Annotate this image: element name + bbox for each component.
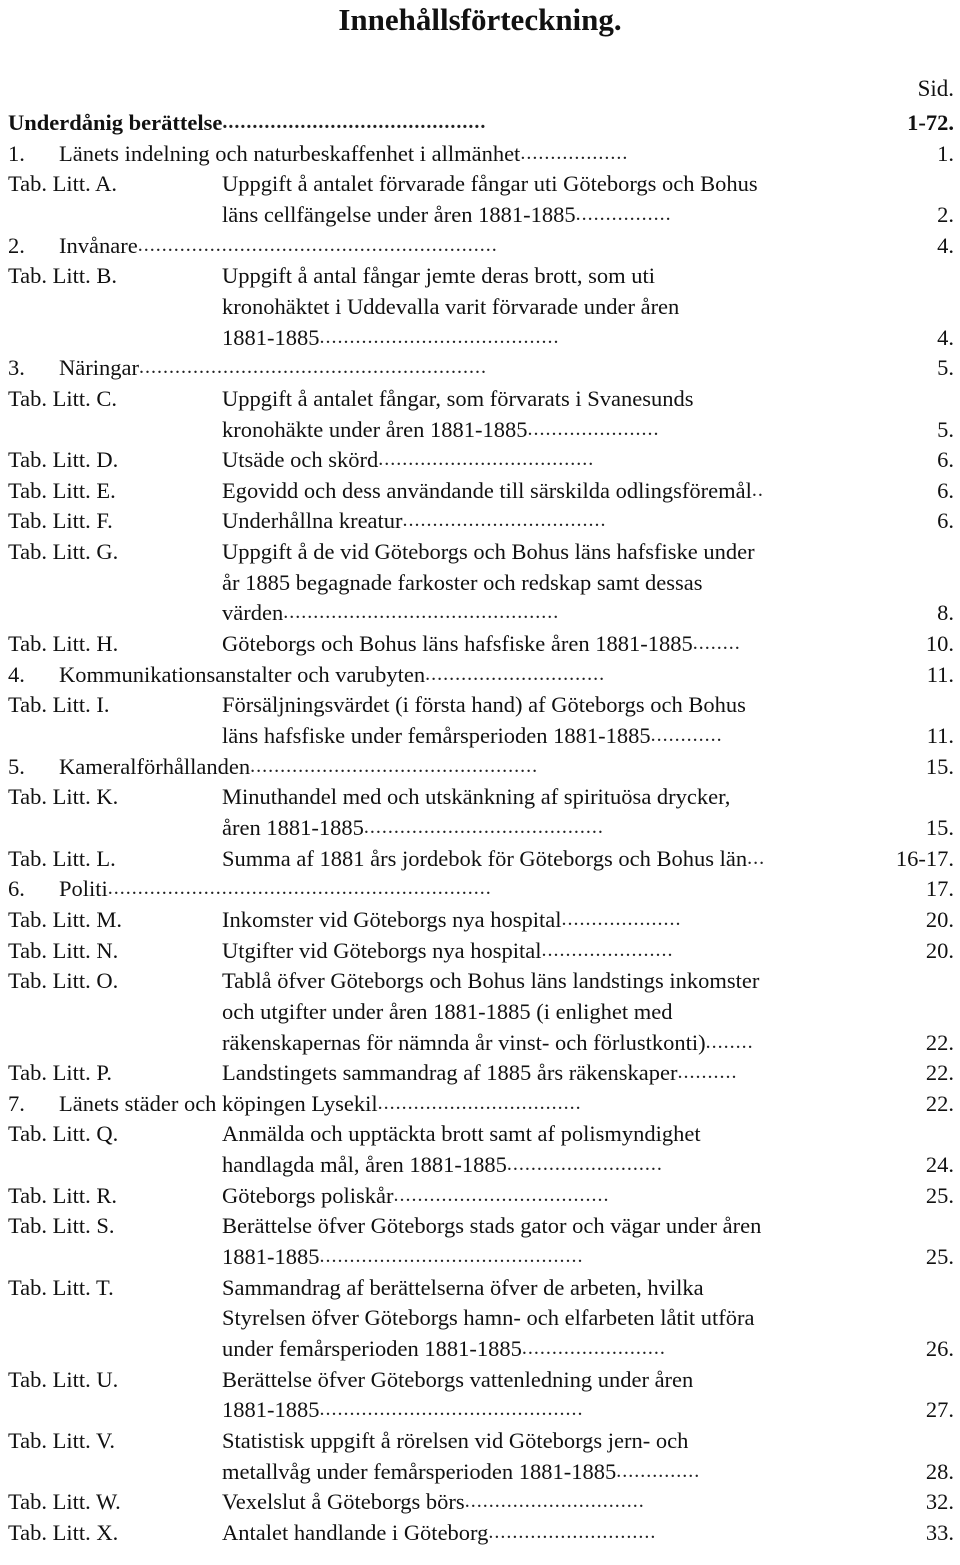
toc-entry-page: 1-72. bbox=[907, 110, 954, 135]
toc-entry-page: 25. bbox=[925, 1244, 954, 1270]
toc-entry-title: 1881-1885............................................ bbox=[222, 1394, 584, 1425]
toc-entry bbox=[0, 751, 960, 782]
toc-entry-title: Vexelslut å Göteborgs börs.............................. bbox=[222, 1486, 645, 1517]
toc-entry bbox=[0, 352, 960, 383]
toc-entry bbox=[0, 199, 960, 230]
toc-entry-page: 4. bbox=[937, 232, 954, 258]
toc-entry-title: Invånare............................................................ bbox=[59, 230, 498, 261]
toc-entry-page: 32. bbox=[925, 1489, 954, 1515]
toc-entry-title: läns cellfängelse under åren 1881-1885................ bbox=[222, 199, 672, 230]
toc-entry-number: Tab. Litt. P. bbox=[8, 1060, 113, 1086]
toc-leader-dots: .................................. bbox=[402, 509, 607, 532]
toc-entry bbox=[0, 1364, 960, 1395]
toc-entry-number: Tab. Litt. S. bbox=[8, 1213, 115, 1239]
toc-entry bbox=[0, 1241, 960, 1272]
toc-entry bbox=[0, 444, 960, 475]
toc-leader-dots: .................. bbox=[520, 141, 629, 164]
toc-entry-page: 24. bbox=[925, 1152, 954, 1178]
toc-entry-page: 5. bbox=[937, 355, 954, 381]
toc-entry bbox=[0, 260, 960, 291]
toc-entry-title: Berättelse öfver Göteborgs vattenledning under åren bbox=[222, 1366, 694, 1392]
toc-leader-dots: ................................................................ bbox=[107, 877, 492, 900]
toc-leader-dots: ........................................ bbox=[363, 815, 604, 838]
toc-entry bbox=[0, 597, 960, 628]
toc-leader-dots: .................................... bbox=[378, 448, 595, 471]
toc-leader-dots: .................................... bbox=[393, 1183, 610, 1206]
toc-entry-number: Tab. Litt. H. bbox=[8, 631, 119, 657]
toc-entry-number: Tab. Litt. G. bbox=[8, 539, 119, 565]
toc-entry-title: Landstingets sammandrag af 1885 års räkenskaper.......... bbox=[222, 1057, 737, 1088]
toc-entry bbox=[0, 475, 960, 506]
toc-entry-number: 7. bbox=[8, 1090, 25, 1116]
toc-entry-title: Uppgift å de vid Göteborgs och Bohus läns hafsfiske under bbox=[222, 539, 755, 565]
toc-entry bbox=[0, 1272, 960, 1303]
page-column-header: Sid. bbox=[917, 76, 954, 101]
toc-entry-number: 2. bbox=[8, 232, 25, 258]
toc-entry bbox=[0, 1180, 960, 1211]
toc-leader-dots: ........ bbox=[705, 1030, 754, 1053]
toc-entry-title: Anmälda och upptäckta brott samt af polismyndighet bbox=[222, 1121, 701, 1147]
toc-entry bbox=[0, 873, 960, 904]
toc-entry-number: Tab. Litt. W. bbox=[8, 1489, 121, 1515]
toc-entry-number: Tab. Litt. B. bbox=[8, 263, 118, 289]
toc-leader-dots: ............................................ bbox=[319, 1398, 584, 1421]
toc-entry-number: Tab. Litt. U. bbox=[8, 1366, 119, 1392]
toc-entry-title: Statistisk uppgift å rörelsen vid Göteborgs jern- och bbox=[222, 1427, 689, 1453]
toc-entry-title: metallvåg under femårsperioden 1881-1885.............. bbox=[222, 1456, 700, 1487]
toc-leader-dots: ............................................ bbox=[319, 1245, 584, 1268]
toc-entry-title: Uppgift å antal fångar jemte deras brott, som uti bbox=[222, 263, 655, 289]
toc-leader-dots: .............................. bbox=[464, 1490, 645, 1513]
toc-entry-number: Tab. Litt. T. bbox=[8, 1274, 114, 1300]
toc-entry-title: och utgifter under åren 1881-1885 (i enlighet med bbox=[222, 998, 673, 1024]
toc-leader-dots: ............................................ bbox=[222, 111, 487, 133]
toc-leader-dots: ............................................................ bbox=[137, 233, 498, 256]
toc-entry-title: Länets indelning och naturbeskaffenhet i allmänhet.................. bbox=[59, 138, 628, 169]
toc-entry-page: 6. bbox=[937, 447, 954, 473]
toc-entry bbox=[0, 1425, 960, 1456]
toc-leader-dots: ...................... bbox=[541, 938, 674, 961]
toc-entry bbox=[0, 996, 960, 1027]
toc-leader-dots: ... bbox=[747, 846, 766, 869]
toc-entry-title: Politi................................................................ bbox=[59, 873, 492, 904]
toc-leader-dots: .. bbox=[751, 478, 764, 501]
toc-entry-title: åren 1881-1885........................................ bbox=[222, 812, 604, 843]
toc-entry-title: 1881-1885............................................ bbox=[222, 1241, 584, 1272]
toc-entry-title: kronohäkte under åren 1881-1885...................... bbox=[222, 414, 660, 445]
toc-leader-dots: .............................................. bbox=[283, 601, 560, 624]
toc-entry-page: 15. bbox=[925, 814, 954, 840]
toc-entry bbox=[0, 291, 960, 322]
toc-entry-title: Göteborgs och Bohus läns hafsfiske åren 1881-1885........ bbox=[222, 628, 741, 659]
toc-entry-page: 25. bbox=[925, 1182, 954, 1208]
toc-entry bbox=[0, 1118, 960, 1149]
toc-leader-dots: .............................. bbox=[425, 662, 606, 685]
toc-entry bbox=[0, 107, 960, 138]
toc-entry bbox=[0, 628, 960, 659]
toc-entry-title: Göteborgs poliskår.................................... bbox=[222, 1180, 609, 1211]
toc-entry bbox=[0, 1333, 960, 1364]
toc-entry-title: Sammandrag af berättelserna öfver de arbeten, hvilka bbox=[222, 1274, 704, 1300]
toc-entry-title: Kommunikationsanstalter och varubyten.............................. bbox=[59, 659, 605, 690]
toc-entry-title: Länets städer och köpingen Lysekil.................................. bbox=[59, 1088, 582, 1119]
toc-entry-number: Tab. Litt. M. bbox=[8, 906, 123, 932]
toc-entry-title: Uppgift å antalet fångar, som förvarats i Svanesunds bbox=[222, 385, 694, 411]
toc-entry-page: 11. bbox=[926, 661, 954, 687]
toc-leader-dots: .................... bbox=[561, 907, 682, 930]
toc-entry bbox=[0, 230, 960, 261]
toc-entry-title: Utsäde och skörd.................................... bbox=[222, 444, 594, 475]
toc-entry-title: Tablå öfver Göteborgs och Bohus läns landstings inkomster bbox=[222, 968, 760, 994]
toc-entry-number: Tab. Litt. R. bbox=[8, 1182, 118, 1208]
toc-entry-title: år 1885 begagnade farkoster och redskap samt dessas bbox=[222, 569, 703, 595]
toc-entry bbox=[0, 965, 960, 996]
toc-leader-dots: ...................... bbox=[527, 417, 660, 440]
toc-leader-dots: ........................................ bbox=[319, 325, 560, 348]
toc-entry-page: 22. bbox=[925, 1060, 954, 1086]
toc-entry-title: läns hafsfiske under femårsperioden 1881-1885............ bbox=[222, 720, 723, 751]
toc-entry bbox=[0, 1302, 960, 1333]
toc-entry-title: Egovidd och dess användande till särskilda odlingsföremål.. bbox=[222, 475, 764, 506]
toc-entry-title: Utgifter vid Göteborgs nya hospital...................... bbox=[222, 935, 674, 966]
toc-entry bbox=[0, 1486, 960, 1517]
toc-entry bbox=[0, 689, 960, 720]
toc-entry-title: Försäljningsvärdet (i första hand) af Göteborgs och Bohus bbox=[222, 692, 746, 718]
toc-entry bbox=[0, 168, 960, 199]
toc-entry-number: Tab. Litt. K. bbox=[8, 784, 119, 810]
toc-entry-page: 28. bbox=[925, 1458, 954, 1484]
toc-entry bbox=[0, 904, 960, 935]
toc-leader-dots: ................................................ bbox=[250, 754, 539, 777]
toc-entry bbox=[0, 935, 960, 966]
toc-entry-number: 3. bbox=[8, 355, 25, 381]
toc-entry bbox=[0, 536, 960, 567]
toc-entry-title: Antalet handlande i Göteborg............................ bbox=[222, 1517, 656, 1548]
toc-entry-title: Berättelse öfver Göteborgs stads gator och vägar under åren bbox=[222, 1213, 762, 1239]
toc-entry-title: Summa af 1881 års jordebok för Göteborgs och Bohus län... bbox=[222, 843, 765, 874]
toc-entry-number: 4. bbox=[8, 661, 25, 687]
toc-entry-page: 22. bbox=[925, 1090, 954, 1116]
toc-entry-number: Tab. Litt. V. bbox=[8, 1427, 115, 1453]
toc-entry-number: Tab. Litt. N. bbox=[8, 937, 119, 963]
toc-leader-dots: ............ bbox=[650, 724, 723, 746]
toc-leader-dots: .......................................................... bbox=[138, 356, 487, 379]
toc-entry-number: Tab. Litt. A. bbox=[8, 171, 118, 197]
toc-entry-page: 11. bbox=[926, 723, 954, 748]
toc-entry-number: Tab. Litt. D. bbox=[8, 447, 119, 473]
toc-entry bbox=[0, 383, 960, 414]
toc-entry-title: under femårsperioden 1881-1885........................ bbox=[222, 1333, 666, 1364]
toc-entry-page: 2. bbox=[937, 201, 954, 227]
toc-entry-page: 5. bbox=[937, 416, 954, 442]
toc-entry-number: Tab. Litt. I. bbox=[8, 692, 110, 718]
toc-entry bbox=[0, 843, 960, 874]
toc-entry-page: 8. bbox=[937, 600, 954, 626]
toc-entry-page: 17. bbox=[925, 876, 954, 902]
toc-entry-title: Minuthandel med och utskänkning af spirituösa drycker, bbox=[222, 784, 731, 810]
toc-entry-title: 1881-1885........................................ bbox=[222, 322, 560, 353]
toc-entry-number: 1. bbox=[8, 140, 25, 166]
toc-entry bbox=[0, 720, 960, 751]
toc-leader-dots: .................................. bbox=[377, 1091, 582, 1114]
toc-entry-page: 10. bbox=[925, 631, 954, 657]
toc-entry-number: Tab. Litt. C. bbox=[8, 385, 118, 411]
toc-leader-dots: .......... bbox=[677, 1061, 738, 1084]
toc-entry-title: Uppgift å antalet förvarade fångar uti Göteborgs och Bohus bbox=[222, 171, 758, 197]
toc-entry-number: Tab. Litt. Q. bbox=[8, 1121, 119, 1147]
toc-entry-page: 16-17. bbox=[895, 845, 954, 871]
toc-entry bbox=[0, 812, 960, 843]
toc-entry bbox=[0, 1088, 960, 1119]
toc-entry-page: 26. bbox=[925, 1336, 954, 1361]
toc-entry bbox=[0, 1149, 960, 1180]
toc-entry-number: 6. bbox=[8, 876, 25, 902]
toc-entry-number: Tab. Litt. E. bbox=[8, 477, 116, 503]
toc-entry-number: Tab. Litt. F. bbox=[8, 508, 113, 534]
toc-entry-title: handlagda mål, åren 1881-1885.......................... bbox=[222, 1149, 663, 1180]
toc-entry-title: Näringar.......................................................... bbox=[59, 352, 487, 383]
toc-entry-page: 6. bbox=[937, 508, 954, 534]
toc-entry bbox=[0, 781, 960, 812]
toc-entry bbox=[0, 1394, 960, 1425]
toc-entry-page: 22. bbox=[925, 1029, 954, 1055]
toc-entry bbox=[0, 138, 960, 169]
toc-entry-title: räkenskapernas för nämnda år vinst- och förlustkonti)........ bbox=[222, 1027, 754, 1058]
toc-leader-dots: ........ bbox=[692, 632, 741, 655]
toc-entry bbox=[0, 1456, 960, 1487]
page-title: Innehållsförteckning. bbox=[338, 2, 622, 37]
toc-entry-page: 1. bbox=[937, 140, 954, 166]
toc-entry bbox=[0, 414, 960, 445]
toc-entry bbox=[0, 1027, 960, 1058]
toc-entry-number: Tab. Litt. X. bbox=[8, 1519, 119, 1545]
toc-entry-title: Kameralförhållanden................................................ bbox=[59, 751, 538, 782]
toc-entry bbox=[0, 1210, 960, 1241]
toc-entry bbox=[0, 567, 960, 598]
toc-leader-dots: ................ bbox=[575, 202, 672, 225]
toc-entry-number: Tab. Litt. O. bbox=[8, 968, 119, 994]
toc-entry bbox=[0, 322, 960, 353]
toc-entry-page: 15. bbox=[925, 753, 954, 779]
toc-leader-dots: ............................ bbox=[488, 1520, 657, 1543]
toc-entry-title: Inkomster vid Göteborgs nya hospital.................... bbox=[222, 904, 682, 935]
toc-entry-page: 6. bbox=[937, 477, 954, 503]
toc-entry-number: 5. bbox=[8, 753, 25, 779]
toc-entry-page: 4. bbox=[937, 324, 954, 350]
toc-entry-title: Underhållna kreatur.................................. bbox=[222, 505, 607, 536]
toc-entry-title: Styrelsen öfver Göteborgs hamn- och elfarbeten låtit utföra bbox=[222, 1305, 755, 1331]
toc-entry-title: kronohäktet i Uddevalla varit förvarade under åren bbox=[222, 293, 680, 319]
toc-entry-title: värden.............................................. bbox=[222, 597, 559, 628]
toc-entry bbox=[0, 505, 960, 536]
toc-entry bbox=[0, 659, 960, 690]
toc-entry-title: Underdånig berättelse............................................ bbox=[8, 107, 486, 138]
toc-entry-page: 20. bbox=[925, 906, 954, 932]
toc-entry bbox=[0, 1517, 960, 1548]
toc-leader-dots: ........................ bbox=[521, 1337, 666, 1359]
toc-leader-dots: .............. bbox=[616, 1459, 701, 1482]
toc-entry-page: 33. bbox=[925, 1519, 954, 1545]
toc-entry-number: Tab. Litt. L. bbox=[8, 845, 116, 871]
toc-entry-page: 20. bbox=[925, 937, 954, 963]
toc-entry bbox=[0, 1057, 960, 1088]
toc-entry-page: 27. bbox=[925, 1397, 954, 1423]
toc-leader-dots: .......................... bbox=[506, 1153, 663, 1176]
